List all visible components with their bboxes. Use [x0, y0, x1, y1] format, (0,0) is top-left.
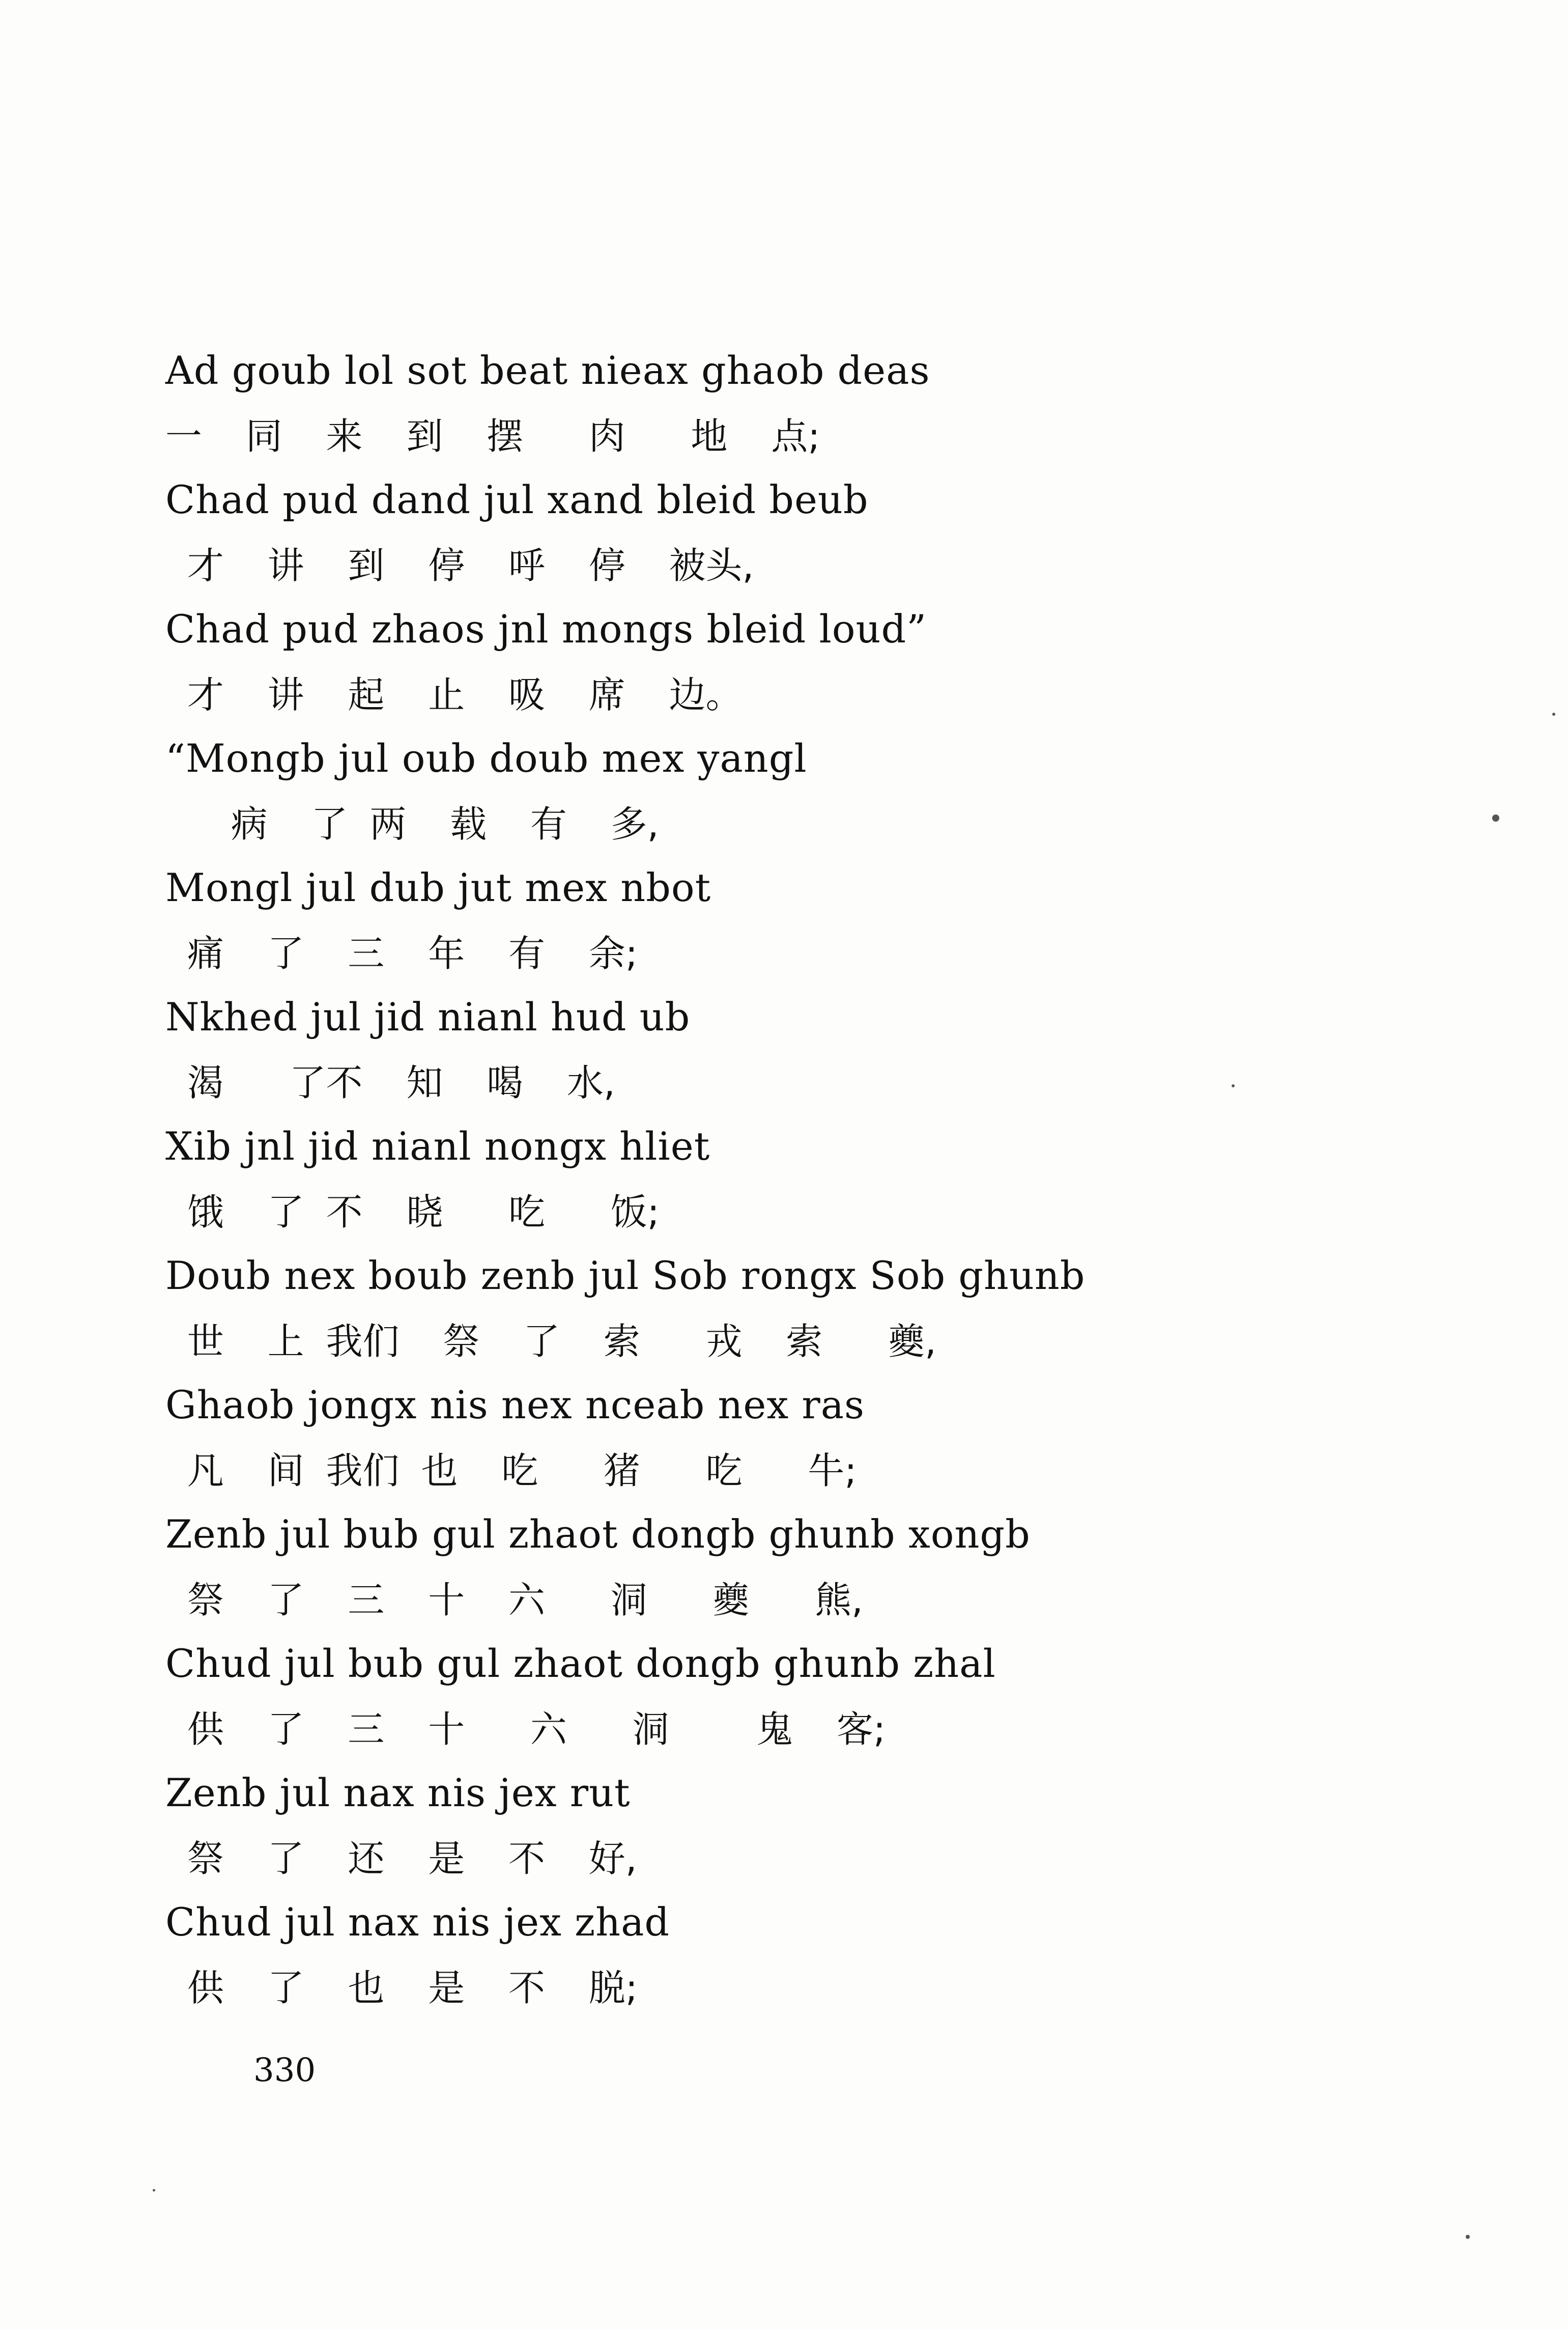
chinese-line: 凡 间 我们 也 吃 猪 吃 牛;	[165, 1449, 857, 1492]
chinese-line: 供 了 也 是 不 脱;	[165, 1967, 638, 2009]
miao-line: Zenb jul bub gul zhaot dongb ghunb xongb	[165, 1511, 1031, 1557]
miao-line: Xib jnl jid nianl nongx hliet	[165, 1124, 710, 1169]
scan-speck	[1232, 1084, 1235, 1087]
chinese-line: 才 讲 到 停 呼 停 被头,	[165, 544, 754, 587]
scan-speck	[1466, 2235, 1470, 2239]
scan-speck	[153, 2189, 155, 2192]
miao-line: “Mongb jul oub doub mex yangl	[165, 736, 807, 781]
miao-line: Doub nex boub zenb jul Sob rongx Sob ghunb	[165, 1253, 1086, 1298]
chinese-line: 一 同 来 到 摆 肉 地 点;	[165, 415, 820, 458]
chinese-line: 饿 了 不 晓 吃 饭;	[165, 1191, 660, 1233]
chinese-line: 才 讲 起 止 吸 席 边。	[165, 673, 743, 716]
miao-line: Ghaob jongx nis nex nceab nex ras	[165, 1382, 865, 1427]
chinese-line: 渴 了不 知 喝 水,	[165, 1061, 615, 1104]
miao-line: Chad pud dand jul xand bleid beub	[165, 477, 869, 522]
miao-line: Chud jul nax nis jex zhad	[165, 1899, 670, 1945]
miao-line: Chud jul bub gul zhaot dongb ghunb zhal	[165, 1641, 996, 1686]
scan-speck	[1492, 815, 1499, 822]
chinese-line: 祭 了 三 十 六 洞 夔 熊,	[165, 1579, 863, 1621]
miao-line: Ad goub lol sot beat nieax ghaob deas	[165, 348, 930, 393]
scan-speck	[1552, 713, 1555, 716]
chinese-line: 病 了 两 载 有 多,	[165, 803, 659, 846]
miao-line: Mongl jul dub jut mex nbot	[165, 865, 711, 910]
page-number: 330	[253, 2052, 316, 2089]
chinese-line: 供 了 三 十 六 洞 鬼 客;	[165, 1708, 886, 1751]
chinese-line: 世 上 我们 祭 了 索 戎 索 夔,	[165, 1320, 936, 1363]
chinese-line: 祭 了 还 是 不 好,	[165, 1837, 637, 1880]
miao-line: Zenb jul nax nis jex rut	[165, 1770, 631, 1815]
chinese-line: 痛 了 三 年 有 余;	[165, 932, 638, 975]
miao-line: Chad pud zhaos jnl mongs bleid loud”	[165, 606, 927, 652]
miao-line: Nkhed jul jid nianl hud ub	[165, 994, 691, 1040]
